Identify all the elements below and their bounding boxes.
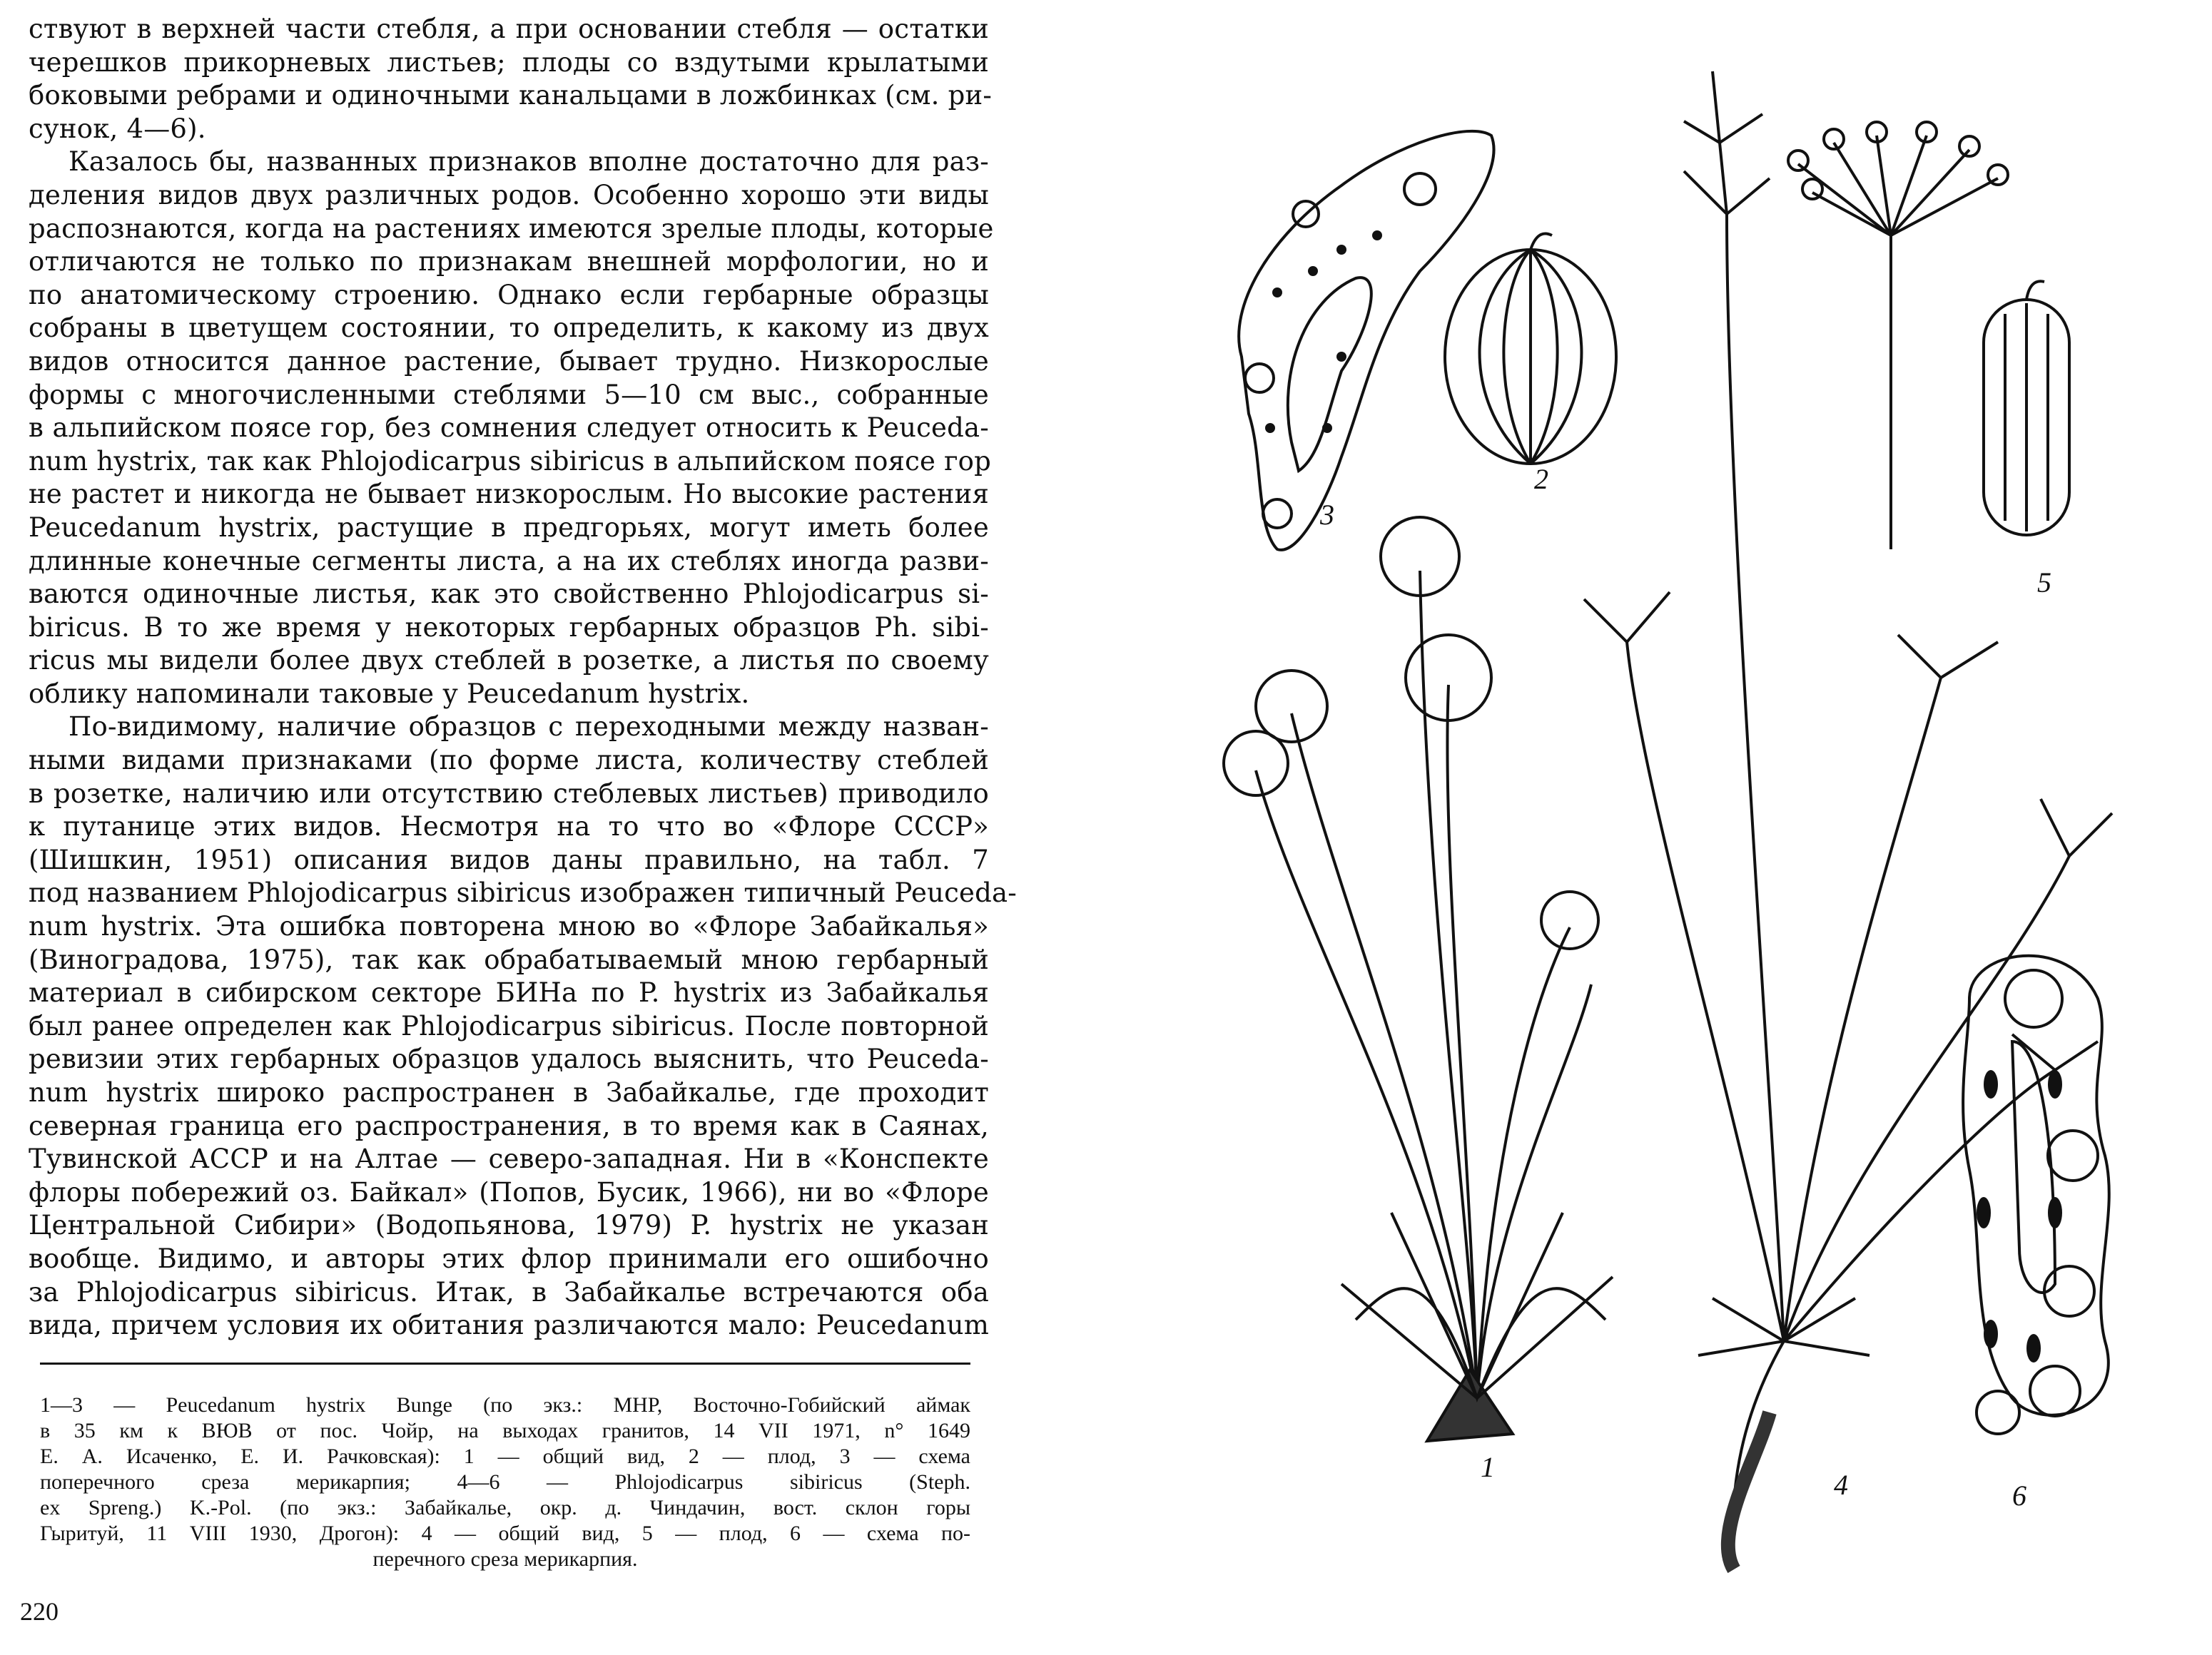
body-line: по анатомическому строению. Однако если гербарные образцы [29, 279, 989, 310]
body-line: длинные конечные сегменты листа, а на их стеблях иногда разви- [29, 545, 989, 576]
body-line: отличаются не только по признакам внешней морфологии, но и [29, 246, 989, 277]
body-line: (Виноградова, 1975), так как обрабатываемый мною гербарный [29, 944, 989, 975]
body-line: (Шишкин, 1951) описания видов даны правильно, на табл. 7 [29, 844, 989, 875]
body-line: ными видами признаками (по форме листа, количеству стеблей [29, 745, 989, 776]
cross-section-3 [1239, 131, 1493, 550]
caption-line: поперечного среза мерикарпия; 4—6 — Phlojodicarpus sibiricus (Steph. [40, 1470, 970, 1494]
body-line: черешков прикорневых листьев; плоды со вздутыми крылатыми [29, 46, 989, 78]
plant-1-drawing [1224, 517, 1613, 1441]
figure-label-2: 2 [1534, 463, 1548, 495]
body-line: вида, причем условия их обитания различаются мало: Peucedanum [29, 1310, 989, 1341]
body-line: ваются одиночные листья, как это свойственно Phlojodicarpus si- [29, 579, 989, 610]
caption-line: перечного среза мерикарпия. [372, 1547, 638, 1571]
body-line: распознаются, когда на растениях имеются зрелые плоды, которые [29, 213, 994, 244]
body-line: под названием Phlojodicarpus sibiricus изображен типичный Peuceda- [29, 877, 1017, 909]
body-line: не растет и никогда не бывает низкорослым. Но высокие растения [29, 479, 989, 510]
body-line: ревизии этих гербарных образцов удалось выяснить, что Peuceda- [29, 1044, 989, 1075]
caption-line: в 35 км к ВЮВ от пос. Чойр, на выходах гранитов, 14 VII 1971, n° 1649 [40, 1419, 970, 1442]
figure-label-1: 1 [1481, 1451, 1495, 1483]
body-line: за Phlojodicarpus sibiricus. Итак, в Забайкалье встречаются оба [29, 1276, 989, 1308]
body-line: сунок, 4—6). [29, 113, 206, 144]
body-line: biricus. В то же время у некоторых гербарных образцов Ph. sibi- [29, 611, 989, 643]
body-line: собраны в цветущем состоянии, то определить, к какому из двух [29, 312, 989, 344]
body-line: деления видов двух различных родов. Особенно хорошо эти виды [29, 179, 989, 210]
body-line: боковыми ребрами и одиночными канальцами в ложбинках (см. ри- [29, 80, 993, 111]
body-line: облику напоминали таковые у Peucedanum hystrix. [29, 678, 750, 709]
body-line: Казалось бы, названных признаков вполне достаточно для раз- [69, 146, 989, 178]
body-line: По-видимому, наличие образцов с переходными между назван- [69, 711, 989, 743]
body-line: Peucedanum hystrix, растущие в предгорьях, могут иметь более [29, 511, 989, 543]
body-line: num hystrix широко распространен в Забайкалье, где проходит [29, 1077, 989, 1108]
cross-section-6 [1963, 956, 2109, 1434]
body-line: северная граница его распространения, в то время как в Саянах, [29, 1110, 989, 1141]
body-line: вообще. Видимо, и авторы этих флор принимали его ошибочно [29, 1243, 989, 1274]
body-line: ricus мы видели более двух стеблей в розетке, а листья по своему [29, 645, 989, 676]
figure-label-3: 3 [1320, 499, 1334, 531]
figure-label-5: 5 [2037, 566, 2051, 599]
body-line: Тувинской АССР и на Алтае — северо-западная. Ни в «Конспекте [29, 1144, 989, 1175]
fruit-2 [1445, 234, 1616, 464]
caption-line: Гыритуй, 11 VIII 1930, Дрогон): 4 — общий вид, 5 — плод, 6 — схема по- [40, 1522, 970, 1545]
umbel-drawing [1788, 122, 2008, 549]
body-line: флоры побережий оз. Байкал» (Попов, Бусик, 1966), ни во «Флоре [29, 1176, 989, 1208]
figure-label-4: 4 [1834, 1469, 1848, 1501]
body-line: был ранее определен как Phlojodicarpus sibiricus. После повторной [29, 1010, 989, 1042]
page-number: 220 [20, 1597, 59, 1626]
body-line: видов относится данное растение, бывает трудно. Низкорослые [29, 345, 989, 377]
body-line: формы с многочисленными стеблями 5—10 см выс., собранные [29, 379, 989, 410]
body-line: num hystrix, так как Phlojodicarpus sibiricus в альпийском поясе гор [29, 445, 992, 477]
figure-label-6: 6 [2012, 1480, 2026, 1512]
body-line: Центральной Сибири» (Водопьянова, 1979) P. hystrix не указан [29, 1210, 989, 1241]
body-line: в альпийском поясе гор, без сомнения следует относить к Peuceda- [29, 412, 989, 444]
fruit-5 [1984, 281, 2069, 535]
caption-line: Е. А. Исаченко, Е. И. Рачковская): 1 — общий вид, 2 — плод, 3 — схема [40, 1445, 970, 1468]
body-line: ствуют в верхней части стебля, а при основании стебля — остатки [29, 14, 989, 44]
caption-line: ex Spreng.) K.-Pol. (по экз.: Забайкалье, окр. д. Чиндачин, вост. склон горы [40, 1496, 970, 1519]
body-line: материал в сибирском секторе БИНа по P. hystrix из Забайкалья [29, 977, 989, 1009]
caption-line: 1—3 — Peucedanum hystrix Bunge (по экз.: МНР, Восточно-Гобийский аймак [40, 1393, 970, 1417]
body-line: в розетке, наличию или отсутствию стеблевых листьев) приводило [29, 778, 989, 809]
body-line: num hystrix. Эта ошибка повторена мною во «Флоре Забайкалья» [29, 911, 989, 942]
body-line: к путанице этих видов. Несмотря на то что во «Флоре СССР» [29, 811, 989, 842]
